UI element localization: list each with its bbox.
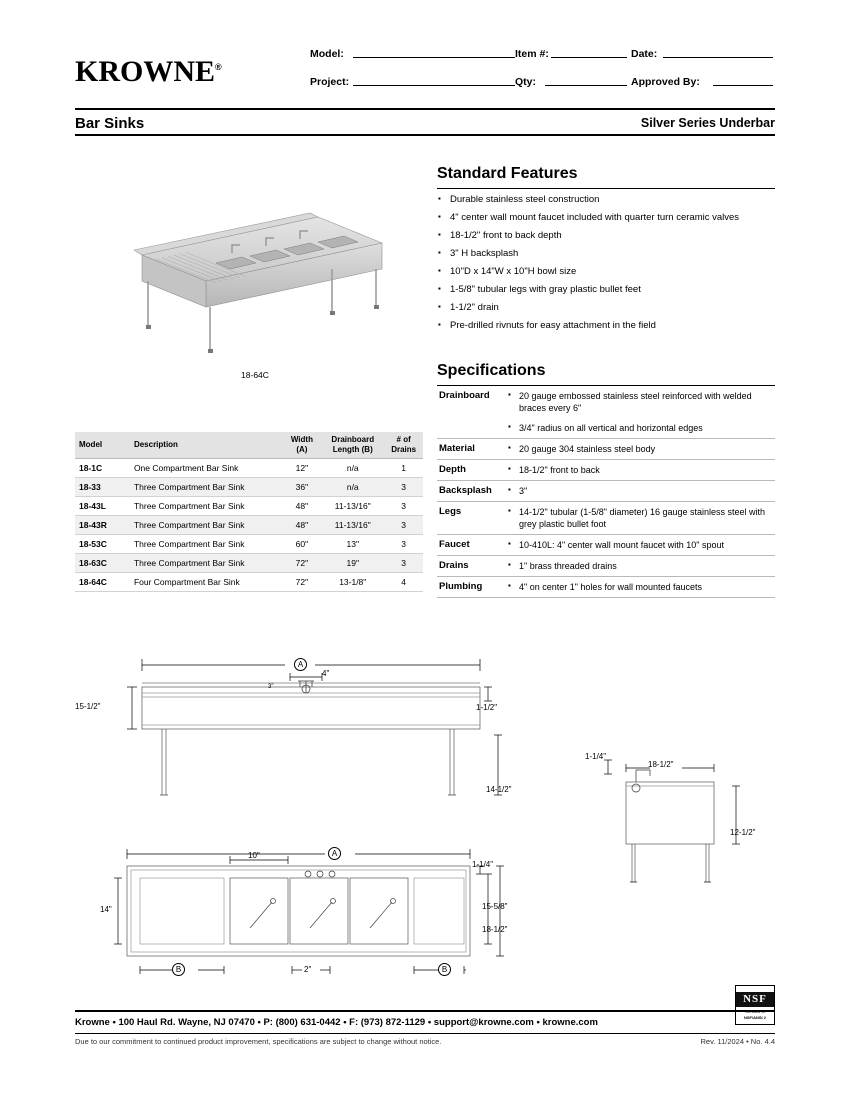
item-label: Item #: [515,48,549,60]
qty-input[interactable] [545,73,627,86]
footer-rule-bottom [75,1033,775,1034]
callout-b-left: B [172,963,185,976]
dim-height-front: 15-1/2" [75,702,101,711]
col-description: Description [130,432,283,459]
spec-value: ▪ 4" on center 1" holes for wall mounted faucets [505,577,775,598]
series-title: Silver Series Underbar [640,116,775,130]
spec-value: ▪ 3" [505,481,775,502]
cell-drains: 3 [384,516,423,535]
spec-key: Material [437,439,505,460]
col-drainboard-line1: Drainboard [331,435,375,444]
spec-row [437,577,775,598]
specifications-table [437,386,775,598]
col-width-line1: Width [290,435,313,444]
nsf-mark: NSF [743,993,767,1005]
krowne-logo [75,55,222,89]
date-input[interactable] [663,45,773,58]
spec-row [437,502,775,535]
col-drains [384,432,423,459]
model-table-header-row [75,432,423,459]
table-row [75,535,423,554]
cell-description: Three Compartment Bar Sink [130,497,283,516]
table-row [75,459,423,478]
model-label: Model: [310,48,344,60]
col-width [283,432,322,459]
spec-key: Plumbing [437,577,505,598]
cell-model: 18-33 [75,478,130,497]
footer-rule-top [75,1010,775,1012]
spec-row [437,460,775,481]
spec-row [437,556,775,577]
table-row [75,478,423,497]
spec-key: Backsplash [437,481,505,502]
cell-model: 18-43R [75,516,130,535]
feature-item: ▪ 4" center wall mount faucet included with quarter turn ceramic valves [437,211,775,224]
front-elevation-drawing [75,645,530,825]
feature-item: ▪ 18-1/2" front to back depth [437,229,775,242]
cell-description: Four Compartment Bar Sink [130,573,283,592]
col-drains-line1: # of [396,435,411,444]
spec-row [437,386,775,418]
cell-width: 72" [283,554,322,573]
table-row [75,497,423,516]
cell-model: 18-63C [75,554,130,573]
spec-row [437,439,775,460]
dim-bot-right-topview: 18-1/2" [482,925,508,934]
approved-input[interactable] [713,73,773,86]
col-drainboard-line2: Length (B) [332,445,373,454]
dim-leg-front: 14-1/2" [486,785,512,794]
feature-item: ▪ 10"D x 14"W x 10"H bowl size [437,265,775,278]
table-row [75,554,423,573]
cell-drains: 3 [384,554,423,573]
table-row [75,516,423,535]
feature-item: ▪ 1-5/8" tubular legs with gray plastic bullet feet [437,283,775,296]
project-label: Project: [310,76,350,88]
project-input[interactable] [353,73,515,86]
page-title-bar [75,108,775,136]
spec-key: Legs [437,502,505,535]
spec-value: ▪ 20 gauge embossed stainless steel reinforced with welded braces every 6" [505,386,775,418]
cell-drainboard: 11-13/16" [321,516,384,535]
cell-width: 48" [283,497,322,516]
top-view-drawing [100,840,530,990]
table-row [75,573,423,592]
dim-bowl-width: 10" [248,851,260,860]
cell-model: 18-64C [75,573,130,592]
feature-item: ▪ Durable stainless steel construction [437,193,775,206]
approved-label: Approved By: [631,76,700,88]
standard-features-list [437,193,775,337]
nsf-line2: NSF/ANSI 2 [743,1015,766,1020]
cell-description: Three Compartment Bar Sink [130,516,283,535]
qty-label: Qty: [515,76,536,88]
standard-features-rule [437,188,775,189]
model-table [75,432,423,592]
footer-note: Due to our commitment to continued product improvement, specifications are subject to change without notice. [75,1037,442,1046]
spec-key: Depth [437,460,505,481]
cell-drainboard: 13" [321,535,384,554]
spec-value: ▪ 10-410L: 4" center wall mount faucet with 10" spout [505,535,775,556]
feature-item: ▪ 3" H backsplash [437,247,775,260]
registered-mark: ® [215,62,222,72]
date-label: Date: [631,48,658,60]
cell-model: 18-1C [75,459,130,478]
cell-model: 18-53C [75,535,130,554]
dim-depth-side: 18-1/2" [648,760,674,769]
dim-height-side: 12-1/2" [730,828,756,837]
spec-value: ▪ 18-1/2" front to back [505,460,775,481]
cell-width: 72" [283,573,322,592]
spec-value: ▪ 1" brass threaded drains [505,556,775,577]
nsf-mark-bar [736,992,774,1007]
spec-row [437,481,775,502]
form-row-2 [235,73,775,101]
cell-drains: 3 [384,497,423,516]
form-row-1 [235,45,775,73]
feature-item: ▪ Pre-drilled rivnuts for easy attachment in the field [437,319,775,332]
feature-item: ▪ 1-1/2" drain [437,301,775,314]
item-input[interactable] [551,45,627,58]
footer-contact: Krowne • 100 Haul Rd. Wayne, NJ 07470 • P: (800) 631-0442 • F: (973) 872-1129 • support@krowne.com • krowne.com [75,1017,598,1028]
callout-a-front: A [294,658,307,671]
dim-top-side: 1-1/4" [585,752,607,761]
cell-drainboard: 19" [321,554,384,573]
col-width-line2: (A) [296,445,308,454]
dim-faucet-front: 4" [322,669,330,678]
cell-drainboard: 11-13/16" [321,497,384,516]
dim-small-front: 3" [268,684,274,690]
col-drainboard [321,432,384,459]
spec-value: ▪ 3/4" radius on all vertical and horizontal edges [505,418,775,439]
callout-a-top: A [328,847,341,860]
spec-row [437,535,775,556]
spec-key: Drains [437,556,505,577]
cell-description: Three Compartment Bar Sink [130,535,283,554]
footer-revision: Rev. 11/2024 • No. 4.4 [700,1037,775,1046]
cell-description: One Compartment Bar Sink [130,459,283,478]
col-model: Model [75,432,130,459]
brand-name: KROWNE [75,55,216,88]
dim-top-right-front: 1-1/2" [476,703,498,712]
cell-drains: 4 [384,573,423,592]
col-drains-line2: Drains [391,445,417,454]
spec-value: ▪ 14-1/2" tubular (1-5/8" diameter) 16 gauge stainless steel with grey plastic bullet foot [505,502,775,535]
dim-mid-right-topview: 15-5/8" [482,902,508,911]
dim-bowl-height: 14" [100,905,112,914]
cell-drainboard: n/a [321,459,384,478]
cell-drains: 1 [384,459,423,478]
dim-bottom-topview: 2" [304,965,312,974]
cell-drains: 3 [384,478,423,497]
standard-features-heading: Standard Features [437,165,578,182]
cell-width: 60" [283,535,322,554]
page-title: Bar Sinks [75,115,145,132]
cell-width: 12" [283,459,322,478]
nsf-line1: Certified to [745,1009,765,1014]
dim-top-right-topview: 1-1/4" [472,860,494,869]
cell-drainboard: 13-1/8" [321,573,384,592]
specifications-heading: Specifications [437,362,546,379]
cell-width: 36" [283,478,322,497]
cell-drains: 3 [384,535,423,554]
cell-description: Three Compartment Bar Sink [130,554,283,573]
cell-model: 18-43L [75,497,130,516]
model-input[interactable] [353,45,515,58]
spec-key: Faucet [437,535,505,556]
cell-drainboard: n/a [321,478,384,497]
spec-key: Drainboard [437,386,505,439]
cell-description: Three Compartment Bar Sink [130,478,283,497]
side-view-drawing [585,740,770,900]
order-form-fields [235,45,775,101]
cell-width: 48" [283,516,322,535]
product-caption: 18-64C [241,370,269,380]
product-photo [120,195,390,355]
spec-value: ▪ 20 gauge 304 stainless steel body [505,439,775,460]
callout-b-right: B [438,963,451,976]
